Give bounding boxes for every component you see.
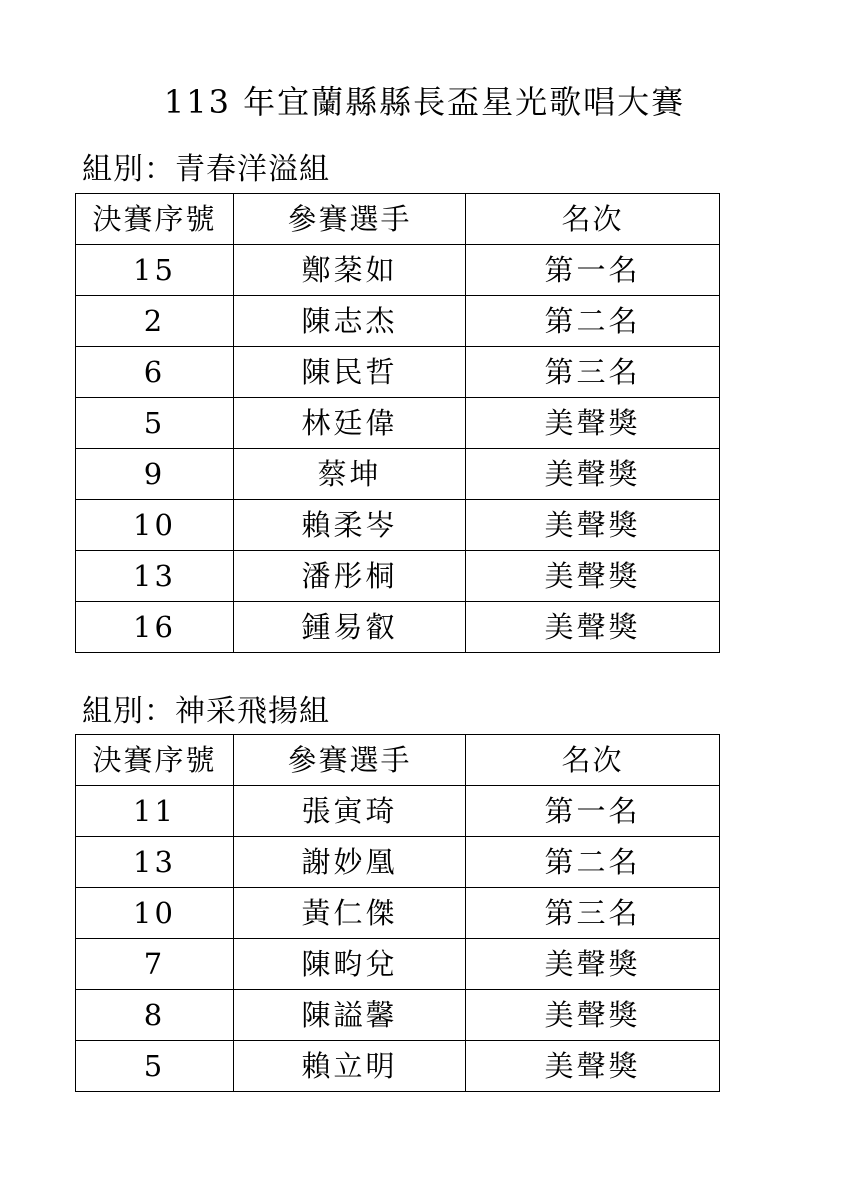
group-heading-youth: 組別：青春洋溢組 [82,152,330,187]
contestant-name: 賴立明 [234,1041,466,1092]
contestant-name: 陳謚馨 [234,990,466,1041]
table-header-row [76,735,720,786]
table-row [76,551,720,602]
table-row [76,786,720,837]
rank: 美聲獎 [466,398,720,449]
table-row [76,500,720,551]
table-row [76,347,720,398]
table-row [76,296,720,347]
table-row [76,939,720,990]
table-row [76,990,720,1041]
final-number: 10 [76,888,234,939]
rank: 美聲獎 [466,602,720,653]
table-row [76,1041,720,1092]
contestant-name: 陳志杰 [234,296,466,347]
rank: 第二名 [466,837,720,888]
final-number: 10 [76,500,234,551]
contestant-name: 賴柔岑 [234,500,466,551]
final-number: 15 [76,245,234,296]
rank: 美聲獎 [466,449,720,500]
contestant-name: 鍾易叡 [234,602,466,653]
table-header-row [76,194,720,245]
column-header-contestant: 參賽選手 [234,735,466,786]
contestant-name: 鄭棻如 [234,245,466,296]
final-number: 8 [76,990,234,1041]
rank: 美聲獎 [466,939,720,990]
results-table-vigor [75,734,720,1092]
table-row [76,449,720,500]
table-row [76,245,720,296]
rank: 美聲獎 [466,990,720,1041]
column-header-final-number: 決賽序號 [76,194,234,245]
contestant-name: 潘彤桐 [234,551,466,602]
contestant-name: 謝妙凰 [234,837,466,888]
rank: 第三名 [466,888,720,939]
final-number: 16 [76,602,234,653]
final-number: 9 [76,449,234,500]
final-number: 13 [76,551,234,602]
column-header-contestant: 參賽選手 [234,194,466,245]
contestant-name: 陳畇兌 [234,939,466,990]
final-number: 7 [76,939,234,990]
final-number: 11 [76,786,234,837]
final-number: 6 [76,347,234,398]
final-number: 13 [76,837,234,888]
final-number: 5 [76,398,234,449]
rank: 第一名 [466,786,720,837]
rank: 第三名 [466,347,720,398]
column-header-rank: 名次 [466,194,720,245]
rank: 第一名 [466,245,720,296]
group-heading-vigor: 組別：神采飛揚組 [82,694,330,729]
rank: 美聲獎 [466,551,720,602]
rank: 美聲獎 [466,500,720,551]
rank: 美聲獎 [466,1041,720,1092]
contestant-name: 黃仁傑 [234,888,466,939]
final-number: 5 [76,1041,234,1092]
page-title: 113 年宜蘭縣縣長盃星光歌唱大賽 [163,83,686,121]
contestant-name: 張寅琦 [234,786,466,837]
results-table-youth [75,193,720,653]
table-row [76,888,720,939]
column-header-rank: 名次 [466,735,720,786]
table-row [76,837,720,888]
column-header-final-number: 決賽序號 [76,735,234,786]
final-number: 2 [76,296,234,347]
contestant-name: 蔡坤 [234,449,466,500]
rank: 第二名 [466,296,720,347]
contestant-name: 林廷偉 [234,398,466,449]
contestant-name: 陳民哲 [234,347,466,398]
table-row [76,602,720,653]
table-row [76,398,720,449]
